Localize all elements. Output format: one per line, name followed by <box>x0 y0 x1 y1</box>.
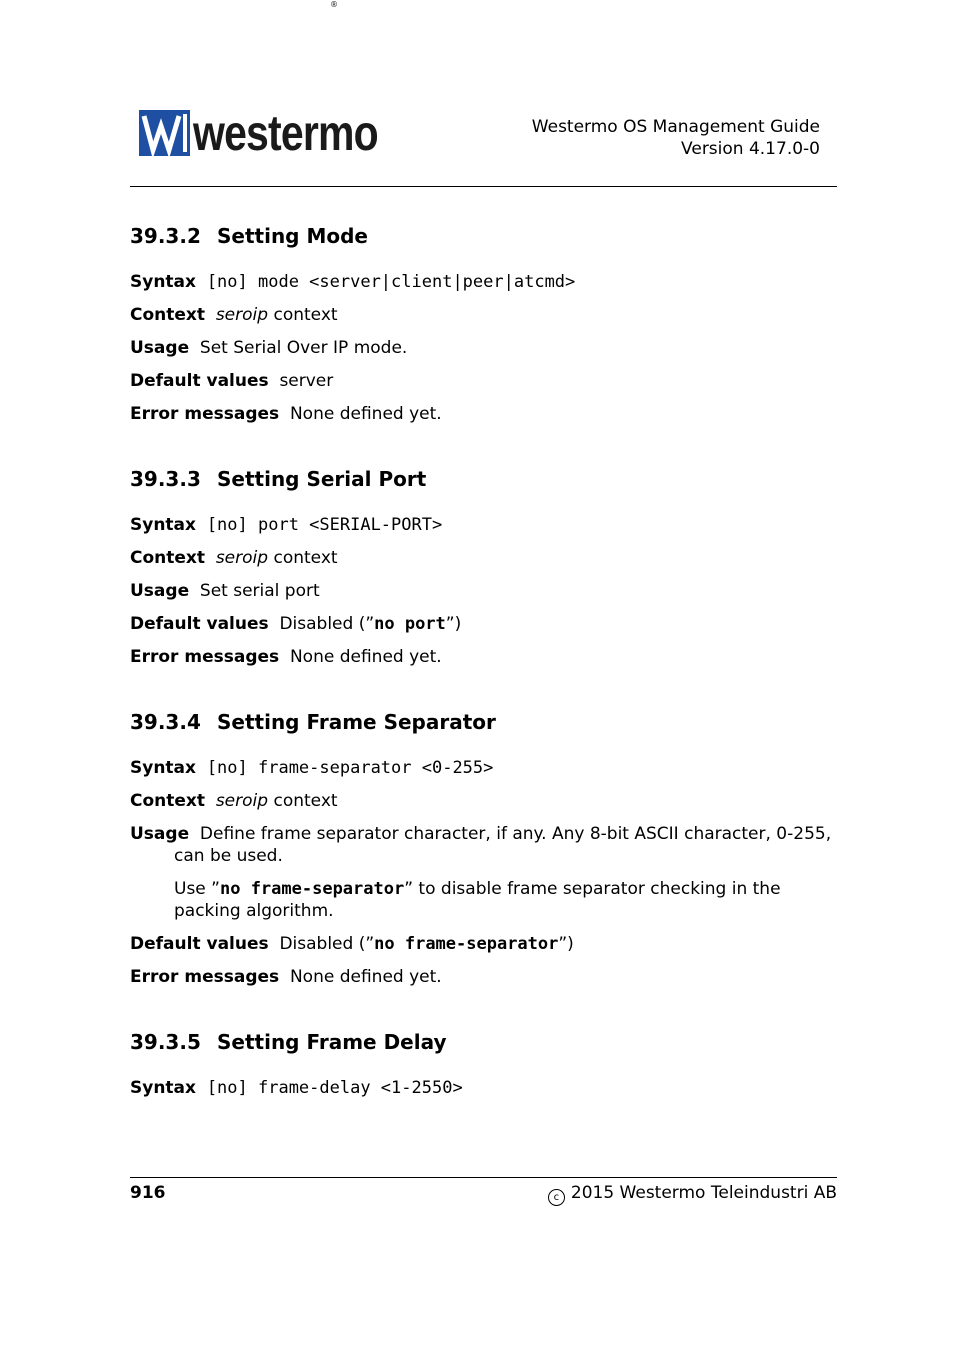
westermo-logo-mark <box>139 110 190 156</box>
default-prefix: Disabled (” <box>279 934 375 954</box>
usage-note-suffix: ” to disable frame separator checking in the packing algorithm. <box>174 879 781 921</box>
usage-note-prefix: Use ” <box>174 879 220 899</box>
section-setting-frame-separator <box>130 708 837 988</box>
syntax-value: [no] mode <server|client|peer|atcmd> <box>206 272 576 292</box>
logo-wordmark: westermo <box>193 105 378 161</box>
error-label: Error messages <box>130 647 280 667</box>
usage-entry <box>130 823 837 867</box>
header-rule <box>130 186 837 187</box>
syntax-label: Syntax <box>130 515 196 535</box>
footer-rule <box>130 1177 837 1178</box>
westermo-logo <box>139 105 418 161</box>
syntax-entry <box>130 1077 837 1099</box>
default-label: Default values <box>130 934 269 954</box>
usage-value: Set serial port <box>199 581 320 601</box>
section-setting-mode <box>130 222 837 425</box>
context-suffix: context <box>268 791 338 811</box>
section-heading <box>130 1028 837 1056</box>
default-value: server <box>279 371 334 391</box>
syntax-entry <box>130 757 837 779</box>
section-number: 39.3.5 <box>130 1030 201 1054</box>
context-entry <box>130 790 837 812</box>
context-value: seroip <box>215 791 269 811</box>
section-setting-frame-delay <box>130 1028 837 1099</box>
section-title: Setting Serial Port <box>217 467 427 491</box>
default-suffix: ”) <box>445 614 462 634</box>
section-number: 39.3.3 <box>130 467 201 491</box>
context-suffix: context <box>268 305 338 325</box>
copyright-notice <box>548 1182 837 1206</box>
section-setting-serial-port <box>130 465 837 668</box>
error-entry <box>130 403 837 425</box>
default-suffix: ”) <box>558 934 574 954</box>
default-code: no port <box>374 614 446 634</box>
default-entry <box>130 613 837 635</box>
header-info <box>532 116 820 160</box>
context-label: Context <box>130 548 206 568</box>
copyright-icon: c <box>548 1189 565 1206</box>
context-label: Context <box>130 791 206 811</box>
usage-entry <box>130 337 837 359</box>
default-label: Default values <box>130 614 269 634</box>
syntax-entry <box>130 514 837 536</box>
default-code: no frame-separator <box>374 934 559 954</box>
usage-label: Usage <box>130 581 190 601</box>
usage-label: Usage <box>130 824 190 844</box>
context-entry <box>130 547 837 569</box>
usage-label: Usage <box>130 338 190 358</box>
guide-version: Version 4.17.0-0 <box>681 139 820 159</box>
syntax-label: Syntax <box>130 758 196 778</box>
error-value: None defined yet. <box>289 404 442 424</box>
syntax-value: [no] frame-separator <0-255> <box>206 758 494 778</box>
section-title: Setting Frame Separator <box>217 710 496 734</box>
error-label: Error messages <box>130 404 280 424</box>
usage-entry <box>130 580 837 602</box>
syntax-value: [no] frame-delay <1-2550> <box>206 1078 463 1098</box>
section-number: 39.3.2 <box>130 224 201 248</box>
section-number: 39.3.4 <box>130 710 201 734</box>
section-heading <box>130 222 837 250</box>
context-entry <box>130 304 837 326</box>
syntax-label: Syntax <box>130 1078 196 1098</box>
default-entry <box>130 933 837 955</box>
document-body <box>130 222 837 1139</box>
section-title: Setting Mode <box>217 224 368 248</box>
page-footer <box>130 1182 837 1206</box>
guide-title: Westermo OS Management Guide <box>531 117 820 137</box>
usage-value: Set Serial Over IP mode. <box>199 338 408 358</box>
default-prefix: Disabled (” <box>279 614 375 634</box>
context-value: seroip <box>215 548 269 568</box>
context-label: Context <box>130 305 206 325</box>
syntax-label: Syntax <box>130 272 196 292</box>
error-entry <box>130 966 837 988</box>
section-title: Setting Frame Delay <box>217 1030 447 1054</box>
copyright-text: 2015 Westermo Teleindustri AB <box>570 1183 837 1203</box>
usage-note-code: no frame-separator <box>219 879 405 899</box>
usage-note <box>130 878 837 922</box>
context-suffix: context <box>268 548 338 568</box>
error-value: None defined yet. <box>289 647 442 667</box>
section-heading <box>130 465 837 493</box>
syntax-entry <box>130 271 837 293</box>
default-label: Default values <box>130 371 269 391</box>
error-label: Error messages <box>130 967 280 987</box>
page-number: 916 <box>130 1183 166 1203</box>
syntax-value: [no] port <SERIAL-PORT> <box>206 515 443 535</box>
usage-value: Define frame separator character, if any. Any 8-bit ASCII character, 0-255, can be used. <box>174 824 832 866</box>
error-value: None defined yet. <box>289 967 442 987</box>
default-entry <box>130 370 837 392</box>
registered-mark: ® <box>330 0 338 9</box>
context-value: seroip <box>215 305 269 325</box>
error-entry <box>130 646 837 668</box>
section-heading <box>130 708 837 736</box>
